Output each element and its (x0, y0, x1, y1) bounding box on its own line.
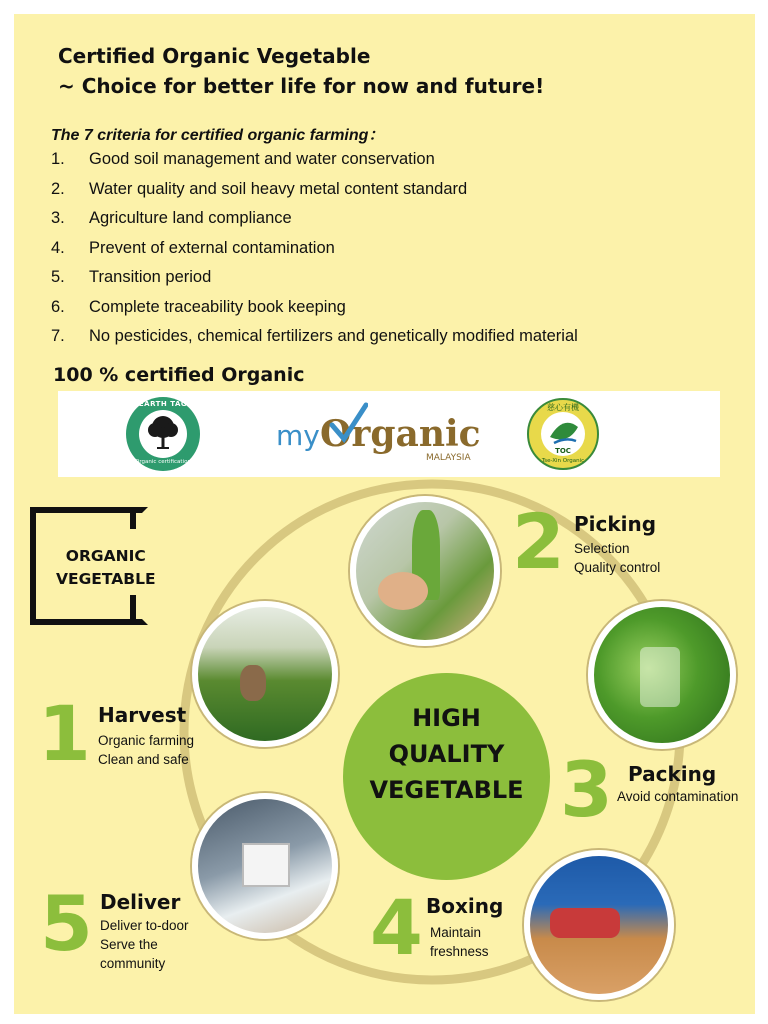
toc-abbr-text: TOC (555, 447, 571, 455)
deliver-photo (192, 793, 338, 939)
center-line2: QUALITY (388, 740, 505, 768)
step-1-desc (98, 731, 194, 769)
step-4-number: 4 (370, 883, 423, 972)
criteria-number: 4. (51, 239, 65, 257)
hand-shape (378, 572, 428, 610)
page-title: Certified Organic Vegetable (58, 44, 371, 68)
step-3-desc-line: Avoid contamination (617, 789, 739, 804)
crate-shape (242, 843, 290, 887)
criteria-text: Prevent of external contamination (89, 239, 335, 257)
criteria-text: Water quality and soil heavy metal content standard (89, 180, 468, 198)
step-1-number: 1 (38, 689, 91, 778)
page-subtitle: ~ Choice for better life for now and future! (58, 74, 545, 98)
criteria-number: 1. (51, 150, 65, 168)
step-1-desc-line: Clean and safe (98, 752, 189, 767)
step-5-title: Deliver (100, 890, 181, 914)
produce-shape (550, 908, 620, 938)
step-5-desc-line: Deliver to-door (100, 918, 189, 933)
step-4-desc (430, 923, 489, 961)
step-5-desc-line: community (100, 956, 166, 971)
step-3-number: 3 (560, 745, 613, 834)
farmer-shape (240, 665, 266, 701)
earth-tag-top-text: EARTH TAG (138, 400, 188, 408)
step-4-desc-line: freshness (430, 944, 489, 959)
step-4-title: Boxing (426, 894, 504, 918)
toc-chinese-text: 慈心有機 (547, 403, 579, 412)
criteria-number: 2. (51, 180, 65, 198)
criteria-heading: The 7 criteria for certified organic farming： (51, 127, 385, 144)
harvest-photo (192, 601, 338, 747)
center-line1: HIGH (412, 704, 481, 732)
boxing-photo (524, 850, 674, 1000)
criteria-number: 6. (51, 298, 65, 316)
step-1-desc-line: Organic farming (98, 733, 195, 748)
criteria-number: 5. (51, 268, 65, 286)
step-2-desc-line: Quality control (574, 560, 661, 575)
criteria-text: Good soil management and water conservation (89, 150, 435, 168)
criteria-text: No pesticides, chemical fertilizers and genetically modified material (89, 327, 578, 345)
my-organic-country-text: MALAYSIA (426, 453, 471, 463)
center-text (343, 700, 550, 808)
step-2-desc (574, 539, 660, 577)
criteria-number: 3. (51, 209, 65, 227)
step-4-desc-line: Maintain (430, 925, 482, 940)
toc-name-text: Tse-Xin Organic (541, 458, 585, 464)
step-5-desc-line: Serve the (100, 937, 158, 952)
my-organic-my-text: my (276, 419, 320, 452)
organic-label-line2: VEGETABLE (56, 570, 156, 588)
picking-photo (350, 496, 500, 646)
criteria-text: Transition period (89, 268, 212, 286)
certified-heading: 100 % certified Organic (53, 364, 305, 386)
my-organic-organic-text: Organic (320, 413, 481, 455)
packing-photo (588, 601, 736, 749)
step-2-title: Picking (574, 512, 657, 536)
center-line3: VEGETABLE (369, 776, 524, 804)
earth-tag-bottom-text: Organic certification (135, 459, 191, 465)
step-3-desc (617, 787, 738, 806)
step-3-title: Packing (628, 762, 717, 786)
step-2-number: 2 (512, 497, 565, 586)
criteria-text: Complete traceability book keeping (89, 298, 346, 316)
poster (14, 14, 755, 1014)
criteria-number: 7. (51, 327, 65, 345)
bag-shape (640, 647, 680, 707)
organic-label-line1: ORGANIC (65, 547, 146, 565)
step-1-title: Harvest (98, 703, 187, 727)
step-2-desc-line: Selection (574, 541, 630, 556)
criteria-text: Agriculture land compliance (89, 209, 292, 227)
step-5-number: 5 (40, 879, 93, 968)
step-5-desc (100, 916, 189, 973)
